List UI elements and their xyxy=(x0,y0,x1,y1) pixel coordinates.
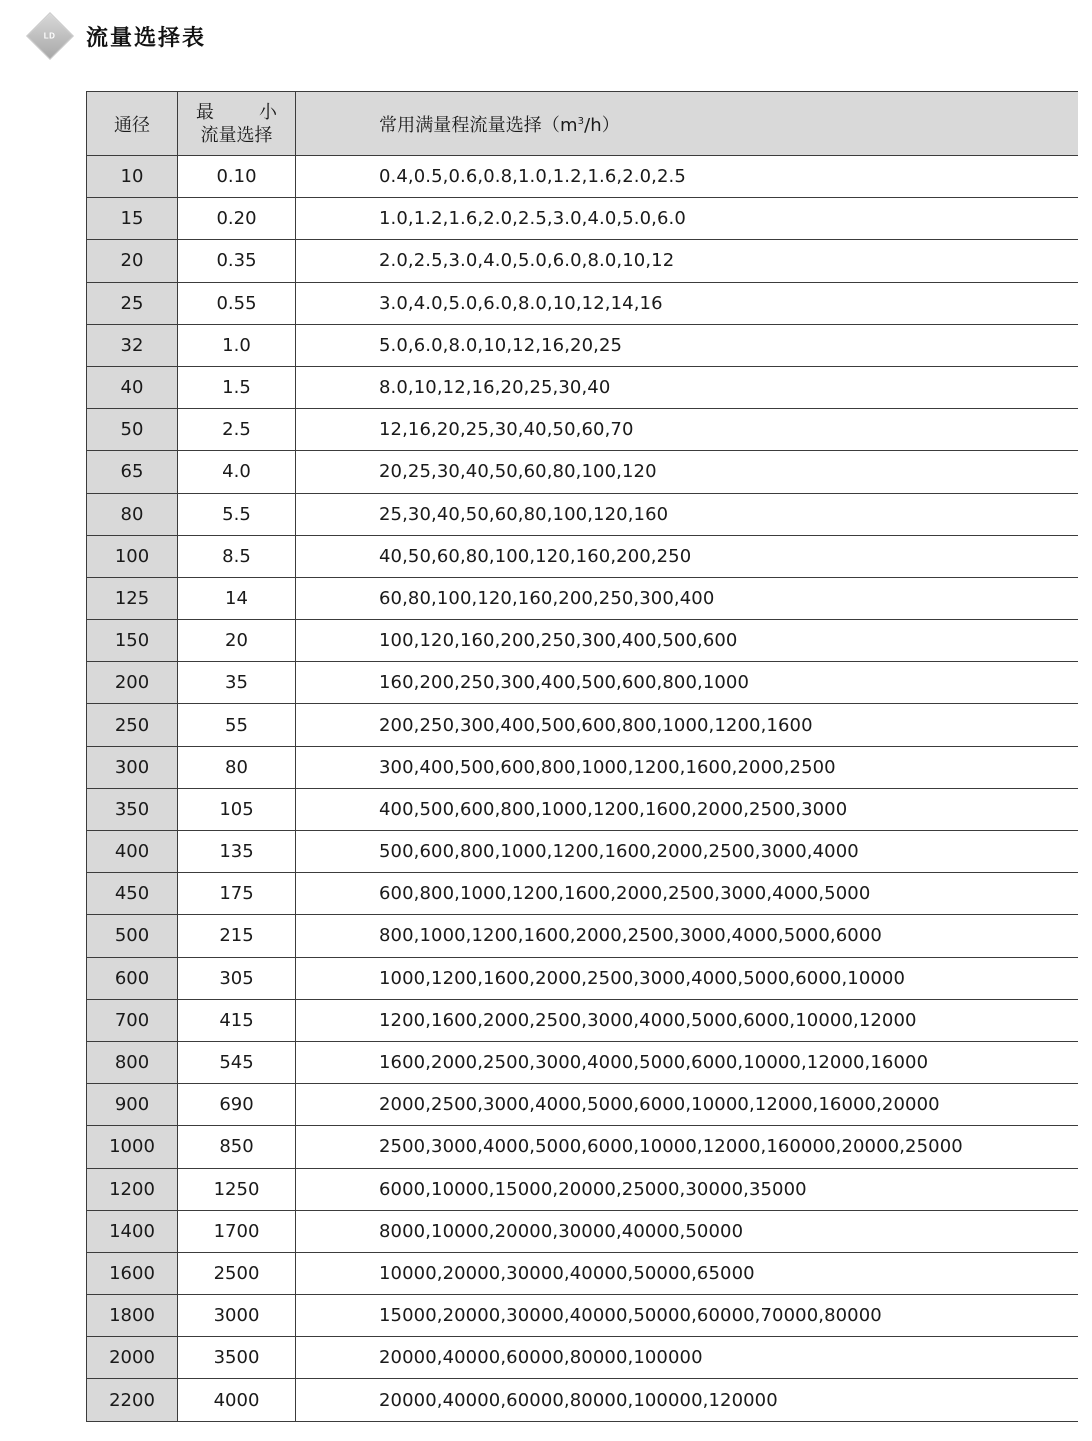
cell-diameter: 25 xyxy=(87,282,178,324)
table-row xyxy=(87,1210,1079,1252)
cell-min-flow: 3500 xyxy=(178,1337,296,1379)
cell-min-flow: 545 xyxy=(178,1041,296,1083)
table-row xyxy=(87,1126,1079,1168)
ld-logo-icon xyxy=(27,13,72,58)
cell-diameter: 32 xyxy=(87,324,178,366)
header-range xyxy=(296,92,1079,156)
table-row xyxy=(87,493,1079,535)
table-row xyxy=(87,324,1079,366)
header-min-flow xyxy=(178,92,296,156)
header-diameter: 通径 xyxy=(87,92,178,156)
table-row xyxy=(87,451,1079,493)
table-row xyxy=(87,1252,1079,1294)
cell-flow-range: 3.0,4.0,5.0,6.0,8.0,10,12,14,16 xyxy=(296,282,1079,324)
cell-diameter: 1000 xyxy=(87,1126,178,1168)
table-row xyxy=(87,957,1079,999)
cell-flow-range: 2500,3000,4000,5000,6000,10000,12000,160000,20000,25000 xyxy=(296,1126,1079,1168)
cell-flow-range: 2000,2500,3000,4000,5000,6000,10000,12000,16000,20000 xyxy=(296,1084,1079,1126)
cell-min-flow: 1.5 xyxy=(178,366,296,408)
cell-flow-range: 800,1000,1200,1600,2000,2500,3000,4000,5000,6000 xyxy=(296,915,1079,957)
cell-flow-range: 300,400,500,600,800,1000,1200,1600,2000,2500 xyxy=(296,746,1079,788)
cell-min-flow: 4000 xyxy=(178,1379,296,1421)
cell-diameter: 1800 xyxy=(87,1295,178,1337)
table-row xyxy=(87,1168,1079,1210)
cell-min-flow: 55 xyxy=(178,704,296,746)
cell-flow-range: 600,800,1000,1200,1600,2000,2500,3000,4000,5000 xyxy=(296,873,1079,915)
cell-min-flow: 105 xyxy=(178,788,296,830)
cell-min-flow: 2.5 xyxy=(178,409,296,451)
header-range-suffix: /h） xyxy=(584,114,620,136)
page-header xyxy=(34,14,206,58)
page-title: 流量选择表 xyxy=(86,25,207,51)
cell-diameter: 40 xyxy=(87,366,178,408)
cell-flow-range: 100,120,160,200,250,300,400,500,600 xyxy=(296,620,1079,662)
cell-diameter: 2200 xyxy=(87,1379,178,1421)
cell-flow-range: 0.4,0.5,0.6,0.8,1.0,1.2,1.6,2.0,2.5 xyxy=(296,156,1079,198)
table-row xyxy=(87,1295,1079,1337)
flow-selection-table xyxy=(86,91,1078,1422)
cell-diameter: 200 xyxy=(87,662,178,704)
cell-flow-range: 60,80,100,120,160,200,250,300,400 xyxy=(296,577,1079,619)
cell-flow-range: 12,16,20,25,30,40,50,60,70 xyxy=(296,409,1079,451)
cell-flow-range: 20000,40000,60000,80000,100000,120000 xyxy=(296,1379,1079,1421)
table-row xyxy=(87,620,1079,662)
cell-flow-range: 500,600,800,1000,1200,1600,2000,2500,3000,4000 xyxy=(296,831,1079,873)
cell-diameter: 50 xyxy=(87,409,178,451)
table-row xyxy=(87,746,1079,788)
cell-min-flow: 14 xyxy=(178,577,296,619)
header-range-prefix: 常用满量程流量选择（m xyxy=(379,114,578,136)
cell-diameter: 400 xyxy=(87,831,178,873)
table-row xyxy=(87,1337,1079,1379)
cell-diameter: 150 xyxy=(87,620,178,662)
cell-min-flow: 690 xyxy=(178,1084,296,1126)
table-row xyxy=(87,1084,1079,1126)
cell-flow-range: 10000,20000,30000,40000,50000,65000 xyxy=(296,1252,1079,1294)
header-min-label-a: 最 xyxy=(196,101,214,123)
table-row xyxy=(87,198,1079,240)
cell-flow-range: 8000,10000,20000,30000,40000,50000 xyxy=(296,1210,1079,1252)
cell-flow-range: 40,50,60,80,100,120,160,200,250 xyxy=(296,535,1079,577)
cell-min-flow: 175 xyxy=(178,873,296,915)
cell-flow-range: 15000,20000,30000,40000,50000,60000,70000,80000 xyxy=(296,1295,1079,1337)
cell-flow-range: 1.0,1.2,1.6,2.0,2.5,3.0,4.0,5.0,6.0 xyxy=(296,198,1079,240)
cell-diameter: 15 xyxy=(87,198,178,240)
cell-diameter: 250 xyxy=(87,704,178,746)
cell-flow-range: 20000,40000,60000,80000,100000 xyxy=(296,1337,1079,1379)
cell-diameter: 500 xyxy=(87,915,178,957)
cell-flow-range: 20,25,30,40,50,60,80,100,120 xyxy=(296,451,1079,493)
table-row xyxy=(87,1041,1079,1083)
cell-diameter: 65 xyxy=(87,451,178,493)
cell-flow-range: 1000,1200,1600,2000,2500,3000,4000,5000,6000,10000 xyxy=(296,957,1079,999)
cell-min-flow: 0.10 xyxy=(178,156,296,198)
cell-diameter: 100 xyxy=(87,535,178,577)
table-row xyxy=(87,282,1079,324)
table-row xyxy=(87,366,1079,408)
cell-diameter: 1600 xyxy=(87,1252,178,1294)
table-row xyxy=(87,662,1079,704)
table-row xyxy=(87,999,1079,1041)
cell-min-flow: 0.35 xyxy=(178,240,296,282)
cell-min-flow: 0.20 xyxy=(178,198,296,240)
table-row xyxy=(87,156,1079,198)
cell-diameter: 20 xyxy=(87,240,178,282)
cell-flow-range: 8.0,10,12,16,20,25,30,40 xyxy=(296,366,1079,408)
table-row xyxy=(87,409,1079,451)
cell-min-flow: 1700 xyxy=(178,1210,296,1252)
cell-min-flow: 0.55 xyxy=(178,282,296,324)
table-row xyxy=(87,873,1079,915)
cell-flow-range: 200,250,300,400,500,600,800,1000,1200,1600 xyxy=(296,704,1079,746)
cell-min-flow: 3000 xyxy=(178,1295,296,1337)
cell-min-flow: 305 xyxy=(178,957,296,999)
cell-flow-range: 400,500,600,800,1000,1200,1600,2000,2500,3000 xyxy=(296,788,1079,830)
cell-diameter: 1400 xyxy=(87,1210,178,1252)
cell-min-flow: 80 xyxy=(178,746,296,788)
cell-diameter: 900 xyxy=(87,1084,178,1126)
cell-diameter: 350 xyxy=(87,788,178,830)
table-row xyxy=(87,1379,1079,1421)
header-min-label-line2: 流量选择 xyxy=(200,124,273,146)
logo-text: LD xyxy=(44,31,56,41)
cell-min-flow: 2500 xyxy=(178,1252,296,1294)
cell-min-flow: 850 xyxy=(178,1126,296,1168)
table-row xyxy=(87,577,1079,619)
table-row xyxy=(87,535,1079,577)
cell-flow-range: 160,200,250,300,400,500,600,800,1000 xyxy=(296,662,1079,704)
header-range-sup: 3 xyxy=(577,115,585,127)
cell-flow-range: 1200,1600,2000,2500,3000,4000,5000,6000,10000,12000 xyxy=(296,999,1079,1041)
cell-min-flow: 1.0 xyxy=(178,324,296,366)
cell-diameter: 450 xyxy=(87,873,178,915)
cell-flow-range: 2.0,2.5,3.0,4.0,5.0,6.0,8.0,10,12 xyxy=(296,240,1079,282)
table-header-row xyxy=(87,92,1079,156)
table-row xyxy=(87,704,1079,746)
cell-diameter: 10 xyxy=(87,156,178,198)
cell-flow-range: 5.0,6.0,8.0,10,12,16,20,25 xyxy=(296,324,1079,366)
cell-flow-range: 1600,2000,2500,3000,4000,5000,6000,10000,12000,16000 xyxy=(296,1041,1079,1083)
cell-flow-range: 6000,10000,15000,20000,25000,30000,35000 xyxy=(296,1168,1079,1210)
cell-min-flow: 35 xyxy=(178,662,296,704)
cell-diameter: 1200 xyxy=(87,1168,178,1210)
cell-min-flow: 5.5 xyxy=(178,493,296,535)
cell-min-flow: 415 xyxy=(178,999,296,1041)
table-row xyxy=(87,831,1079,873)
cell-min-flow: 4.0 xyxy=(178,451,296,493)
table-row xyxy=(87,240,1079,282)
cell-min-flow: 135 xyxy=(178,831,296,873)
cell-diameter: 125 xyxy=(87,577,178,619)
cell-diameter: 800 xyxy=(87,1041,178,1083)
cell-diameter: 80 xyxy=(87,493,178,535)
cell-min-flow: 20 xyxy=(178,620,296,662)
cell-diameter: 700 xyxy=(87,999,178,1041)
table-row xyxy=(87,915,1079,957)
table-row xyxy=(87,788,1079,830)
cell-diameter: 300 xyxy=(87,746,178,788)
cell-min-flow: 1250 xyxy=(178,1168,296,1210)
cell-diameter: 2000 xyxy=(87,1337,178,1379)
cell-min-flow: 215 xyxy=(178,915,296,957)
cell-min-flow: 8.5 xyxy=(178,535,296,577)
header-min-label-b: 小 xyxy=(259,101,277,123)
cell-flow-range: 25,30,40,50,60,80,100,120,160 xyxy=(296,493,1079,535)
cell-diameter: 600 xyxy=(87,957,178,999)
